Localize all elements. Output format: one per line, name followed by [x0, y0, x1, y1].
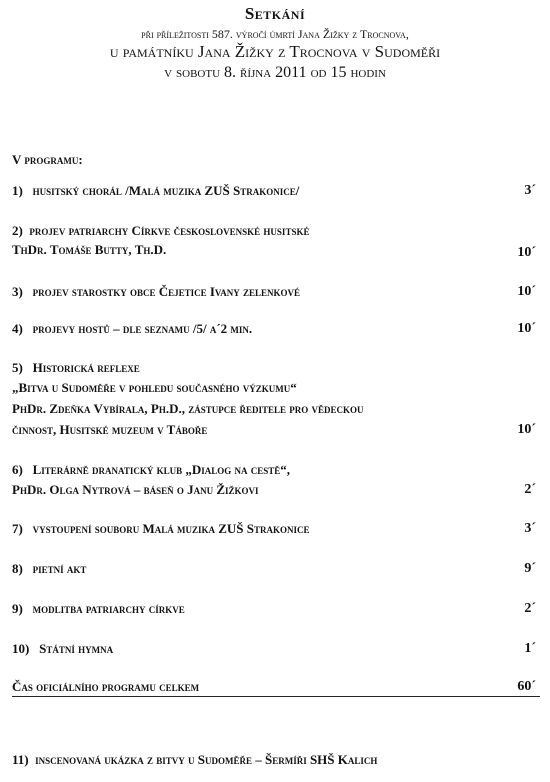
- program-item-1: [12, 183, 299, 199]
- item-text: inscenovaná ukázka z bitvy u Sudoměře – Šermíři SHŠ Kalich: [35, 752, 378, 767]
- item-8-duration: 9´: [524, 561, 536, 576]
- total-underline: [12, 696, 540, 697]
- item-text-line1: projev patriarchy Církve československé husitské: [29, 223, 310, 238]
- item-text: husitský chorál /Malá muzika ZUŠ Strakonice/: [32, 183, 300, 198]
- program-item-4: [12, 321, 252, 337]
- item-number: 10): [12, 641, 30, 656]
- item-number: 2): [12, 223, 23, 238]
- program-item-5-line4: činnost, Husitské muzeum v Táboře: [12, 422, 208, 437]
- item-number: 6): [12, 462, 23, 477]
- item-number: 7): [12, 521, 23, 536]
- total-label: Čas oficiálního programu celkem: [12, 679, 200, 694]
- item-1-duration: 3´: [524, 183, 536, 198]
- program-item-7: [12, 521, 310, 537]
- program-item-2-line2: ThDr. Tomáše Butty, Th.D.: [12, 242, 167, 257]
- item-number: 4): [12, 321, 23, 336]
- item-text: projevy hostů – dle seznamu /5/ a´2 min.: [32, 321, 253, 336]
- program-item-3: [12, 284, 300, 300]
- item-5-duration: 10´: [517, 422, 536, 437]
- document-title: Setkání: [244, 4, 306, 23]
- program-item-5: [12, 360, 140, 376]
- item-number: 1): [12, 183, 23, 198]
- program-heading: V programu:: [12, 152, 83, 167]
- item-text: modlitba patriarchy církve: [32, 601, 185, 616]
- item-7-duration: 3´: [524, 521, 536, 536]
- item-9-duration: 2´: [524, 601, 536, 616]
- item-text: projev starostky obce Čejetice Ivany zelenkové: [32, 284, 301, 299]
- program-item-9: [12, 601, 185, 617]
- item-text: pietní akt: [32, 561, 87, 576]
- item-4-duration: 10´: [517, 321, 536, 336]
- item-3-duration: 10´: [517, 284, 536, 299]
- item-number: 9): [12, 601, 23, 616]
- program-item-6: [12, 462, 290, 478]
- document-subtitle-date: v sobotu 8. října 2011 od 15 hodin: [164, 64, 386, 81]
- item-text: Státní hymna: [39, 641, 114, 656]
- item-number: 8): [12, 561, 23, 576]
- item-6-duration: 2´: [524, 482, 536, 497]
- document-subtitle-occasion: při příležitosti 587. výročí úmrtí Jana Žižky z Trocnova,: [141, 27, 409, 41]
- program-item-6-line2: PhDr. Olga Nytrová – báseň o Janu Žižkovi: [12, 482, 259, 497]
- item-text-line1: Historická reflexe: [32, 360, 140, 375]
- item-text-line1: Literárně dranatický klub „Dialog na cestě“,: [32, 462, 291, 477]
- item-number: 11): [12, 752, 29, 767]
- item-10-duration: 1´: [524, 641, 536, 656]
- item-number: 5): [12, 360, 23, 375]
- item-number: 3): [12, 284, 23, 299]
- program-item-2: [12, 223, 309, 239]
- total-duration: 60´: [517, 679, 536, 694]
- document-subtitle-location: u památníku Jana Žižky z Trocnova v Sudoměři: [109, 42, 441, 61]
- program-item-5-line3: PhDr. Zdeňka Vybírala, Ph.D., zástupce ředitele pro vědeckou: [12, 401, 364, 416]
- program-item-10: [12, 641, 113, 657]
- item-text: vystoupení souboru Malá muzika ZUŠ Strakonice: [32, 521, 310, 536]
- program-item-11: [12, 752, 377, 768]
- program-item-8: [12, 561, 86, 577]
- program-item-5-line2: „Bitva u Sudoměře v pohledu současného výzkumu“: [12, 380, 297, 395]
- item-2-duration: 10´: [517, 245, 536, 260]
